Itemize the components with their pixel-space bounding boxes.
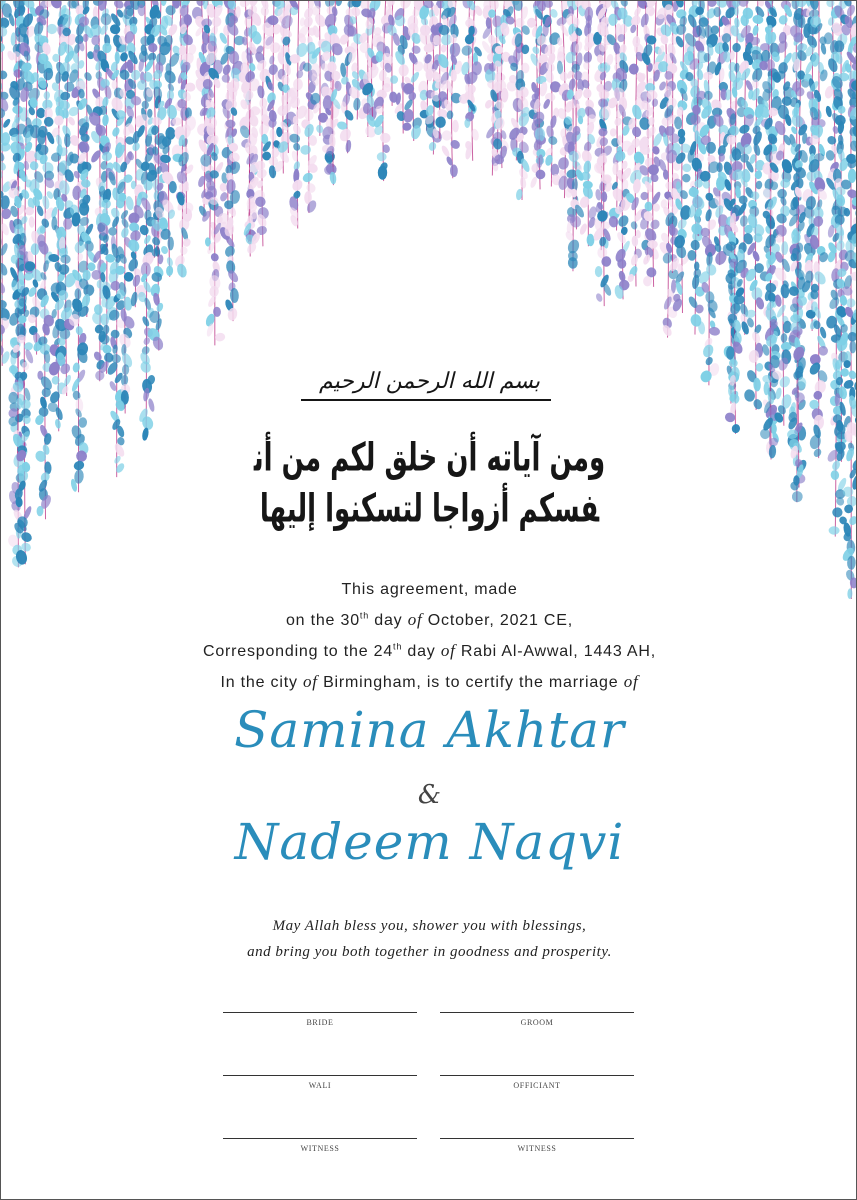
of-word: of: [303, 672, 318, 691]
day-word: day: [402, 643, 441, 660]
quran-verse-calligraphy: [1, 433, 857, 535]
of-word: of: [623, 672, 639, 691]
wali-label: WALI: [308, 1081, 332, 1090]
signature-rule: [440, 1075, 634, 1076]
wali-signature-line[interactable]: [223, 1075, 417, 1090]
agreement-text: [1, 575, 857, 698]
groom-signature-line[interactable]: [440, 1012, 634, 1027]
of-word: of: [440, 641, 456, 660]
officiant-label: OFFICIANT: [513, 1081, 561, 1090]
city-text: Birmingham, is to certify the marriage: [317, 674, 624, 691]
blessing-line-1: May Allah bless you, shower you with blessings,: [272, 918, 587, 934]
ampersand: &: [417, 780, 442, 810]
agreement-line-2: [1, 605, 857, 636]
bride-signature-line[interactable]: [223, 1012, 417, 1027]
agreement-line-1-text: This agreement, made: [341, 581, 518, 598]
agreement-line-4: [1, 667, 857, 698]
agreement-line-1: [1, 575, 857, 605]
groom-label: GROOM: [520, 1018, 554, 1027]
signature-rule: [440, 1138, 634, 1139]
officiant-signature-line[interactable]: [440, 1075, 634, 1090]
date-text: on the 30: [285, 612, 360, 629]
hijri-date: Rabi Al-Awwal, 1443 AH,: [455, 643, 657, 660]
hijri-prefix: Corresponding to the 24: [202, 643, 394, 660]
quran-verse-text: ومن آياته أن خلق لكم من أنفسكم أزواجا لتسكنوا إليها: [253, 436, 606, 532]
witness-1-label: WITNESS: [300, 1144, 340, 1153]
witness-2-label: WITNESS: [517, 1144, 557, 1153]
signature-rule: [223, 1075, 417, 1076]
blessing-text: [1, 913, 857, 965]
blessing-line-2: and bring you both together in goodness and prosperity.: [247, 944, 612, 960]
gregorian-date: October, 2021 CE,: [422, 612, 574, 629]
bride-name: Samina Akhtar: [234, 701, 625, 759]
agreement-line-3: [1, 636, 857, 667]
city-prefix: In the city: [220, 674, 303, 691]
signature-rule: [223, 1138, 417, 1139]
groom-name: Nadeem Naqvi: [234, 813, 625, 871]
day-word: day: [369, 612, 408, 629]
of-word: of: [407, 610, 423, 629]
witness-1-signature-line[interactable]: [223, 1138, 417, 1153]
signature-rule: [440, 1012, 634, 1013]
bride-label: BRIDE: [306, 1018, 334, 1027]
hijri-ordinal: th: [393, 641, 403, 652]
basmala-flourish: [301, 399, 551, 401]
witness-2-signature-line[interactable]: [440, 1138, 634, 1153]
basmala-calligraphy: بسم الله الرحمن الرحيم: [318, 369, 541, 394]
signature-rule: [223, 1012, 417, 1013]
date-ordinal: th: [359, 610, 370, 621]
